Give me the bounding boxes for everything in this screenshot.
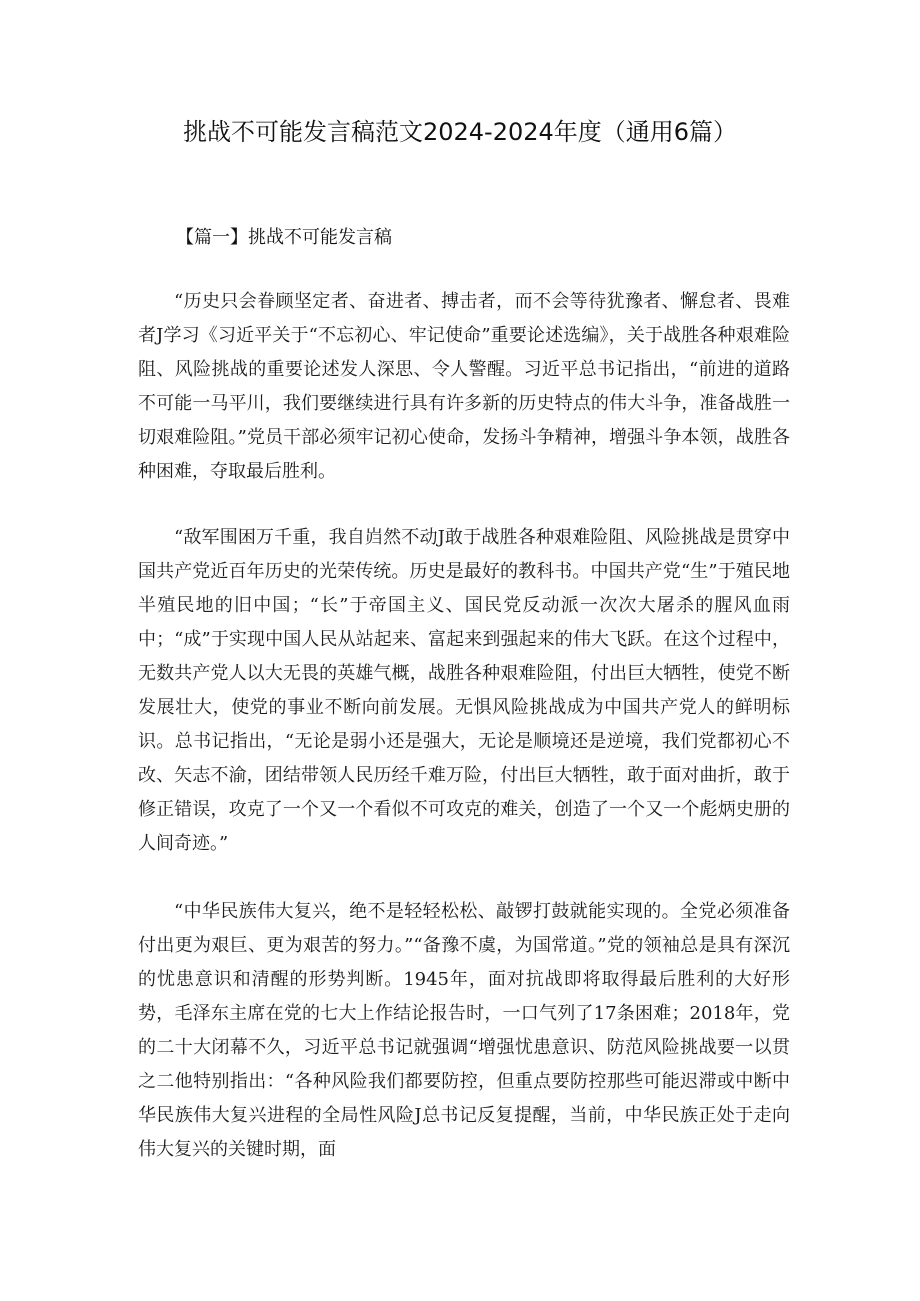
paragraph-2: “敌军围困万千重，我自岿然不动J敢于战胜各种艰难险阻、风险挑战是贯穿中国共产党近百年历史的光荣传统。历史是最好的教科书。中国共产党“生”于殖民地半殖民地的旧中国；“长”于帝国主义、国民党反动派一次次大屠杀的腥风血雨中；“成”于实现中国人民从站起来、富起来到强起来的伟大飞跃。在这个过程中，无数共产党人以大无畏的英雄气概，战胜各种艰难险阻，付出巨大牺牲，使党不断发展壮大，使党的事业不断向前发展。无惧风险挑战成为中国共产党人的鲜明标识。总书记指出，“无论是弱小还是强大，无论是顺境还是逆境，我们党都初心不改、矢志不渝，团结带领人民历经千难万险，付出巨大牺牲，敢于面对曲折，敢于修正错误，攻克了一个又一个看似不可攻克的难关，创造了一个又一个彪炳史册的人间奇迹。” (138, 527, 790, 854)
paragraph-1: “历史只会眷顾坚定者、奋进者、搏击者，而不会等待犹豫者、懈怠者、畏难者J学习《习近平关于“不忘初心、牢记使命”重要论述选编》，关于战胜各种艰难险阻、风险挑战的重要论述发人深思、令人警醒。习近平总书记指出，“前进的道路不可能一马平川，我们要继续进行具有许多新的历史特点的伟大斗争，准备战胜一切艰难险阻。”党员干部必须牢记初心使命，发扬斗争精神，增强斗争本领，战胜各种困难，夺取最后胜利。 (138, 291, 790, 482)
paragraph-3: “中华民族伟大复兴，绝不是轻轻松松、敲锣打鼓就能实现的。全党必须准备付出更为艰巨、更为艰苦的努力。”“备豫不虞，为国常道。”党的领袖总是具有深沉的忧患意识和清醒的形势判断。1945年，面对抗战即将取得最后胜利的大好形势，毛泽东主席在党的七大上作结论报告时，一口气列了17条困难；2018年，党的二十大闭幕不久，习近平总书记就强调“增强忧患意识、防范风险挑战要一以贯之二他特别指出：“各种风险我们都要防控，但重点要防控那些可能迟滞或中断中华民族伟大复兴进程的全局性风险J总书记反复提醒，当前，中华民族正处于走向伟大复兴的关键时期，面 (138, 901, 790, 1160)
section-heading: 【篇一】挑战不可能发言稿 (176, 227, 392, 248)
document-title: 挑战不可能发言稿范文2024-2024年度（通用6篇） (182, 118, 738, 146)
